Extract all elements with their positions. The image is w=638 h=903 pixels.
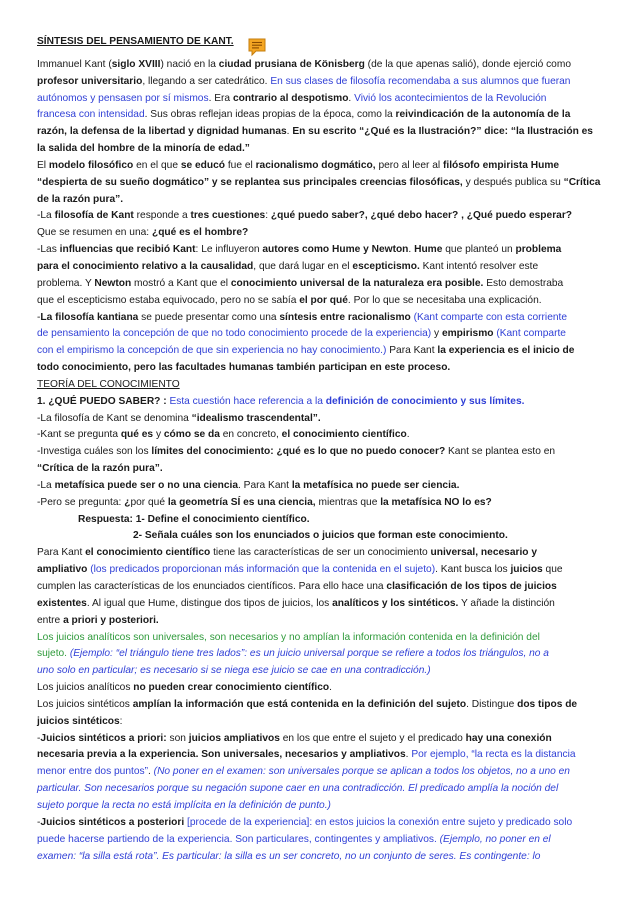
text-run: que planteó un bbox=[442, 244, 516, 256]
text-line bbox=[37, 293, 603, 310]
text-run: -Las bbox=[37, 244, 60, 256]
text-run: Respuesta: 1- Define el conocimiento científico. bbox=[78, 513, 310, 525]
text-run: autores como Hume y Newton bbox=[262, 244, 409, 256]
text-run: síntesis entre racionalismo bbox=[279, 311, 411, 323]
text-run: conocimiento universal de la naturaleza era posible. bbox=[230, 277, 484, 289]
text-run: y bbox=[431, 328, 442, 340]
text-run: Vivió los acontecimientos de la Revolución bbox=[354, 92, 547, 104]
text-line bbox=[37, 377, 603, 394]
text-line bbox=[37, 832, 603, 849]
text-line bbox=[37, 461, 603, 478]
text-line bbox=[37, 613, 603, 630]
text-run: en el que bbox=[133, 159, 181, 171]
text-run: racionalismo dogmático, bbox=[255, 159, 376, 171]
text-run: Y añade la distinción bbox=[458, 597, 555, 609]
text-run: filósofo empirista Hume bbox=[443, 159, 560, 171]
text-line bbox=[37, 697, 603, 714]
text-run: pero al leer al bbox=[375, 159, 443, 171]
text-run: . bbox=[148, 766, 154, 778]
text-run: mientras que bbox=[315, 496, 381, 508]
text-run: examen: “la silla está rota”. Es particular: la silla es un ser concreto, no un conjunto de seres. Es contingente: lo bbox=[37, 850, 541, 862]
text-line bbox=[37, 242, 603, 259]
text-line bbox=[37, 326, 603, 343]
text-run: , llegando a ser catedrático. bbox=[142, 75, 271, 87]
text-run: Los juicios sintéticos bbox=[37, 698, 133, 710]
text-run: - bbox=[37, 816, 41, 828]
text-run: . Por lo que se necesitaba una explicación. bbox=[347, 294, 542, 306]
text-run: tiene las características de ser un conocimiento bbox=[210, 547, 431, 559]
text-run: influencias que recibió Kant bbox=[59, 244, 196, 256]
text-run: sujeto porque la recta no está implícita en la definición de punto.) bbox=[37, 799, 331, 811]
text-line bbox=[37, 495, 603, 512]
text-run: , que dará lugar en el bbox=[253, 260, 353, 272]
text-line bbox=[37, 528, 603, 545]
text-line bbox=[37, 579, 603, 596]
text-line bbox=[37, 781, 603, 798]
text-line bbox=[37, 714, 603, 731]
text-line bbox=[37, 798, 603, 815]
text-run: Para Kant bbox=[37, 547, 86, 559]
text-run: : en estos juicios la conexión entre sujeto y predicado solo bbox=[309, 816, 573, 828]
text-line bbox=[37, 107, 603, 124]
text-run: sujeto. bbox=[37, 648, 70, 660]
text-run: en concreto, bbox=[219, 429, 282, 441]
text-run: la geometría SÍ es una ciencia, bbox=[167, 496, 316, 508]
text-line bbox=[37, 91, 603, 108]
text-run: Los juicios analíticos son universales, son necesarios y no amplían la información contenida en la definición del bbox=[37, 631, 540, 643]
text-run: son bbox=[166, 732, 189, 744]
text-run: se educó bbox=[180, 159, 225, 171]
text-run: . Kant busca los bbox=[435, 564, 511, 576]
text-line bbox=[37, 259, 603, 276]
text-run: Los juicios analíticos bbox=[37, 682, 134, 694]
text-run: se puede presentar como una bbox=[138, 311, 280, 323]
text-run: Kant se plantea esto en bbox=[445, 446, 556, 458]
text-run: existentes bbox=[37, 597, 87, 609]
text-run: TEORÍA DEL CONOCIMIENTO bbox=[37, 378, 180, 390]
text-run: mostró a Kant que el bbox=[131, 277, 231, 289]
text-run: francesa con intensidad bbox=[37, 109, 145, 121]
text-line bbox=[37, 663, 603, 680]
text-run: qué es bbox=[120, 429, 154, 441]
text-run: empirismo bbox=[441, 328, 494, 340]
text-run: de pensamiento la concepción de que no todo conocimiento procede de la experiencia) bbox=[37, 328, 432, 340]
text-run: “idealismo trascendental”. bbox=[191, 412, 321, 424]
text-line bbox=[37, 343, 603, 360]
text-line bbox=[37, 360, 603, 377]
text-run: menor entre dos puntos” bbox=[37, 766, 148, 778]
text-run: (No poner en el examen: son universales porque se aplican a todos los objetos, no a uno en bbox=[153, 766, 570, 778]
text-run: -Investiga cuáles son los bbox=[37, 446, 152, 458]
document-page bbox=[37, 34, 603, 865]
text-run: necesaria previa a la experiencia. Son universales, necesarios y ampliativos bbox=[37, 749, 406, 761]
text-run: Kant intentó resolver este bbox=[419, 260, 539, 272]
text-run: Immanuel Kant ( bbox=[37, 58, 112, 70]
text-line bbox=[37, 680, 603, 697]
text-run: ¿ bbox=[124, 496, 131, 508]
text-run: problema. Y bbox=[37, 277, 95, 289]
text-run: La filosofía kantiana bbox=[40, 311, 139, 323]
text-line bbox=[37, 764, 603, 781]
text-run: El bbox=[37, 159, 49, 171]
text-run: la salida del hombre de la minoría de edad.” bbox=[37, 143, 250, 155]
text-run: límites del conocimiento: ¿qué es lo que no puedo conocer? bbox=[151, 446, 446, 458]
text-line bbox=[37, 411, 603, 428]
text-line bbox=[37, 731, 603, 748]
text-run: y bbox=[153, 429, 164, 441]
text-run: -La bbox=[37, 210, 55, 222]
text-run: el conocimiento científico bbox=[281, 429, 407, 441]
text-run: . Era bbox=[208, 92, 233, 104]
text-line bbox=[37, 276, 603, 293]
text-run: ¿qué puedo saber?, ¿qué debo hacer? , ¿Qué puedo esperar? bbox=[270, 210, 573, 222]
text-run: ampliativo bbox=[37, 564, 88, 576]
text-line bbox=[37, 646, 603, 663]
text-run: -Pero se pregunta: bbox=[37, 496, 125, 508]
text-run: filosofía de Kant bbox=[54, 210, 134, 222]
text-line bbox=[37, 596, 603, 613]
text-run: [procede de la experiencia] bbox=[184, 816, 310, 828]
text-run: cómo se da bbox=[163, 429, 220, 441]
text-run: de la razón pura”. bbox=[37, 193, 124, 205]
text-run: “Crítica bbox=[563, 176, 601, 188]
text-run: juicios ampliativos bbox=[188, 732, 280, 744]
text-run: - bbox=[37, 311, 41, 323]
text-line bbox=[37, 849, 603, 866]
text-run: todo conocimiento, pero las facultades humanas también participan en este proceso. bbox=[37, 362, 451, 374]
text-run: . Sus obras reflejan ideas propias de la época, como la bbox=[144, 109, 396, 121]
text-run: En su escrito “¿Qué es la Ilustración?” dice: “la Ilustración es bbox=[292, 126, 593, 138]
text-line bbox=[37, 175, 603, 192]
text-run: -La bbox=[37, 479, 55, 491]
text-run: la metafísica no puede ser ciencia. bbox=[291, 479, 460, 491]
text-run: : Le influyeron bbox=[195, 244, 263, 256]
text-run: hay una conexión bbox=[465, 732, 552, 744]
text-run: Esta cuestión hace referencia a la bbox=[169, 395, 326, 407]
text-run: . bbox=[406, 429, 410, 441]
text-run: Por ejemplo, “la recta es la distancia bbox=[411, 749, 576, 761]
text-run: ciudad prusiana de Könisberg bbox=[218, 58, 365, 70]
text-run: escepticismo. bbox=[352, 260, 420, 272]
text-run: fue el bbox=[225, 159, 256, 171]
text-line bbox=[37, 545, 603, 562]
text-run: y después publica su bbox=[462, 176, 564, 188]
text-run: Hume bbox=[414, 244, 443, 256]
text-line bbox=[37, 478, 603, 495]
text-run: contrario al despotismo bbox=[232, 92, 349, 104]
text-run: Que se resumen en una: bbox=[37, 227, 152, 239]
text-run: . bbox=[408, 244, 415, 256]
text-run: . bbox=[286, 126, 293, 138]
text-run: Juicios sintéticos a priori: bbox=[40, 732, 167, 744]
text-run: (los predicados proporcionan más información que la contenida en el sujeto) bbox=[87, 564, 436, 576]
text-run: universal, necesario y bbox=[430, 547, 537, 559]
text-run: - bbox=[37, 732, 41, 744]
text-run: puede hacerse partiendo de la experiencia. Son particulares, contingentes y ampliativos. bbox=[37, 833, 440, 845]
text-run: a priori y posteriori. bbox=[63, 614, 159, 626]
text-line bbox=[37, 141, 603, 158]
text-line bbox=[37, 225, 603, 242]
text-run: responde a bbox=[133, 210, 191, 222]
title-row bbox=[37, 34, 603, 51]
text-run: juicios bbox=[510, 564, 543, 576]
text-line bbox=[37, 158, 603, 175]
text-run: . bbox=[348, 92, 355, 104]
text-run: analíticos y los sintéticos. bbox=[332, 597, 459, 609]
text-run: “Crítica de la razón pura”. bbox=[37, 463, 163, 475]
text-line bbox=[37, 192, 603, 209]
text-run: no pueden crear conocimiento científico bbox=[133, 682, 330, 694]
text-run: particular. Son necesarios porque su negación supone caer en una contradicción. El predicado amplía la noción del bbox=[37, 783, 559, 795]
text-run: juicios sintéticos bbox=[37, 715, 120, 727]
text-line bbox=[37, 74, 603, 91]
text-line bbox=[37, 444, 603, 461]
text-run: uno solo en particular; es necesario si se niega ese juicio se cae en una contradicción.) bbox=[37, 665, 431, 677]
text-line bbox=[37, 512, 603, 529]
text-run: autónomos y pensasen por sí mismos bbox=[37, 92, 209, 104]
text-run: : bbox=[265, 210, 271, 222]
text-run: la experiencia es el inicio de bbox=[437, 345, 575, 357]
text-run: ¿qué es el hombre? bbox=[151, 227, 249, 239]
text-run: por qué bbox=[130, 496, 168, 508]
text-line bbox=[37, 310, 603, 327]
text-line bbox=[37, 124, 603, 141]
text-run: Newton bbox=[94, 277, 132, 289]
document-title: SÍNTESIS DEL PENSAMIENTO DE KANT. bbox=[37, 36, 234, 47]
text-run: Juicios sintéticos a posteriori bbox=[40, 816, 185, 828]
text-line bbox=[37, 747, 603, 764]
text-run: entre bbox=[37, 614, 64, 626]
text-run: 1. ¿QUÉ PUEDO SABER? : bbox=[37, 395, 170, 407]
text-run: amplían la información que está contenida en la definición del sujeto bbox=[132, 698, 467, 710]
text-run: modelo filosófico bbox=[48, 159, 134, 171]
text-run: Para Kant bbox=[386, 345, 438, 357]
text-line bbox=[37, 562, 603, 579]
text-run: (de la que apenas salió), donde ejerció como bbox=[364, 58, 571, 70]
text-run: problema bbox=[515, 244, 562, 256]
text-run: (Ejemplo: “el triángulo tiene tres lados”: es un juicio universal porque se refiere a todos los triángulos, no a bbox=[69, 648, 549, 660]
document-body bbox=[37, 57, 603, 866]
text-run: -La filosofía de Kant se denomina bbox=[37, 412, 192, 424]
text-run: -Kant se pregunta bbox=[37, 429, 121, 441]
text-run: 2- Señala cuáles son los enunciados o juicios que forman este conocimiento. bbox=[133, 530, 508, 542]
text-run: que bbox=[542, 564, 563, 576]
text-line bbox=[37, 394, 603, 411]
text-run: metafísica puede ser o no una ciencia bbox=[54, 479, 239, 491]
text-run: . bbox=[405, 749, 412, 761]
text-run: razón, la defensa de la libertad y dignidad humanas bbox=[37, 126, 287, 138]
text-run: (Ejemplo, no poner en el bbox=[439, 833, 551, 845]
text-run: el por qué bbox=[299, 294, 348, 306]
text-run: . Para Kant bbox=[238, 479, 292, 491]
text-run: la metafísica NO lo es? bbox=[380, 496, 492, 508]
text-run: . Distingue bbox=[466, 698, 518, 710]
text-line bbox=[37, 630, 603, 647]
text-line bbox=[37, 208, 603, 225]
text-run: (Kant comparte bbox=[493, 328, 566, 340]
text-run: con el empirismo la concepción de que sin experiencia no hay conocimiento.) bbox=[37, 345, 387, 357]
text-run: . bbox=[329, 682, 332, 694]
text-run: ) nació en la bbox=[160, 58, 219, 70]
text-line bbox=[37, 427, 603, 444]
text-run: (Kant comparte con esta corriente bbox=[410, 311, 568, 323]
text-run: profesor universitario bbox=[37, 75, 143, 87]
text-run: para el conocimiento relativo a la causalidad bbox=[37, 260, 254, 272]
text-run: cumplen las características de los enunciados científicos. Para ello hace una bbox=[37, 581, 387, 592]
text-line bbox=[37, 57, 603, 74]
text-run: que el escepticismo estaba equivocado, pero no se sabía bbox=[37, 294, 300, 306]
text-run: tres cuestiones bbox=[190, 210, 266, 222]
text-run: En sus clases de filosofía recomendaba a sus alumnos que fueran bbox=[270, 75, 571, 87]
text-run: dos tipos de bbox=[517, 698, 578, 710]
text-line bbox=[37, 815, 603, 832]
text-run: reivindicación de la autonomía de la bbox=[395, 109, 571, 121]
text-run: . Al igual que Hume, distingue dos tipos de juicios, los bbox=[86, 597, 333, 609]
text-run: siglo XVIII bbox=[111, 58, 161, 70]
text-run: Esto demostraba bbox=[483, 277, 564, 289]
text-run: el conocimiento científico bbox=[85, 547, 211, 559]
text-run: “despierta de su sueño dogmático” y se replantea sus principales creencias filosóficas, bbox=[37, 176, 463, 188]
text-run: : bbox=[119, 715, 123, 727]
text-run: en los que entre el sujeto y el predicado bbox=[279, 732, 466, 744]
text-run: clasificación de los tipos de juicios bbox=[386, 581, 557, 592]
text-run: definición de conocimiento y sus límites. bbox=[325, 395, 525, 407]
